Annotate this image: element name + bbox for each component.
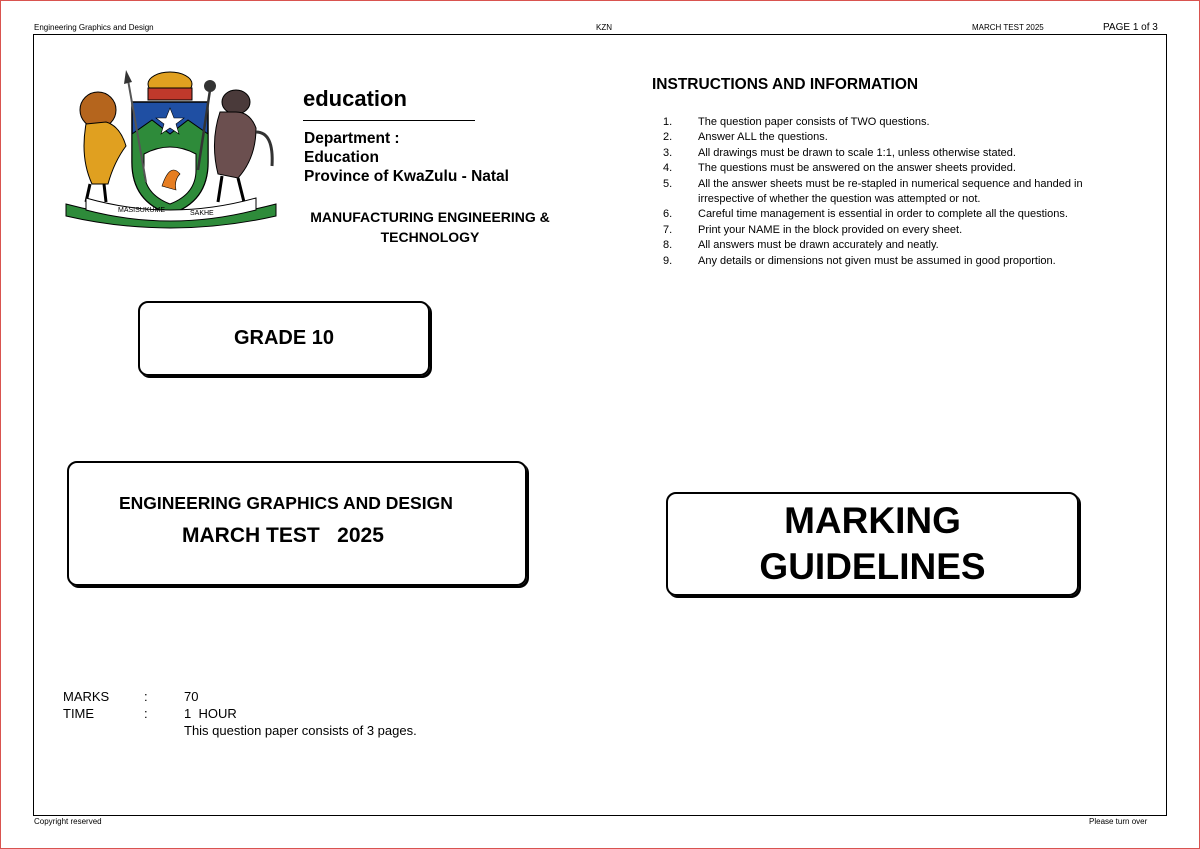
instruction-item: [663, 115, 1133, 130]
marking-guidelines-box: [666, 492, 1079, 596]
instruction-item: [663, 254, 1133, 269]
instruction-item: [663, 238, 1133, 253]
instruction-text: Print your NAME in the block provided on every sheet.: [698, 223, 963, 236]
page-count-note: This question paper consists of 3 pages.: [184, 723, 417, 738]
instruction-item: [663, 146, 1133, 161]
instruction-item: [663, 207, 1133, 222]
instruction-text: All the answer sheets must be re-stapled in numerical sequence and handed in irrespective of whether the question was attempted or not.: [698, 177, 1083, 206]
subject-heading: [280, 207, 580, 247]
instruction-number: 9.: [663, 254, 673, 267]
instructions-title: INSTRUCTIONS AND INFORMATION: [652, 76, 919, 93]
instruction-text: Any details or dimensions not given must be assumed in good proportion.: [698, 254, 1056, 267]
time-value: 1 HOUR: [184, 706, 237, 721]
subject-line-1: MANUFACTURING ENGINEERING &: [310, 209, 550, 225]
instruction-text: Careful time management is essential in order to complete all the questions.: [698, 208, 1068, 221]
marking-line-2: GUIDELINES: [759, 546, 986, 587]
time-label: TIME: [63, 706, 95, 721]
education-wordmark: education: [303, 86, 407, 111]
department-line-2: Education: [304, 149, 379, 166]
header-subject: Engineering Graphics and Design: [34, 23, 154, 32]
kzn-coat-of-arms-icon: [60, 62, 282, 232]
instruction-number: 4.: [663, 162, 673, 175]
header-page-number: PAGE 1 of 3: [1103, 22, 1158, 33]
motto-left: MASISUKUME: [118, 207, 166, 214]
footer-copyright: Copyright reserved: [34, 817, 102, 826]
instruction-text: All drawings must be drawn to scale 1:1, unless otherwise stated.: [698, 146, 1016, 159]
exam-title-subject: ENGINEERING GRAPHICS AND DESIGN: [119, 493, 453, 513]
instructions-list: [663, 115, 1133, 269]
instruction-number: 2.: [663, 131, 673, 144]
instruction-number: 8.: [663, 239, 673, 252]
marks-label: MARKS: [63, 689, 110, 704]
exam-title-test: MARCH TEST 2025: [182, 524, 384, 547]
instruction-text: The question paper consists of TWO questions.: [698, 116, 930, 128]
header-test: MARCH TEST 2025: [972, 23, 1044, 32]
instruction-item: [663, 223, 1133, 238]
marks-value: 70: [184, 689, 199, 704]
department-block: [304, 129, 509, 186]
instruction-item: [663, 161, 1133, 176]
coat-of-arms-graphic: [60, 62, 282, 232]
instruction-number: 7.: [663, 223, 673, 236]
marking-line-1: MARKING: [784, 500, 961, 541]
instruction-item: [663, 177, 1133, 208]
instruction-number: 3.: [663, 146, 673, 159]
grade-label: GRADE 10: [233, 327, 335, 349]
instruction-item: [663, 130, 1133, 145]
department-line-1: Department :: [304, 130, 400, 147]
department-line-3: Province of KwaZulu - Natal: [304, 168, 509, 185]
instruction-number: 5.: [663, 177, 673, 190]
footer-turn-over: Please turn over: [1089, 817, 1148, 826]
grade-box: [138, 301, 430, 376]
instruction-number: 6.: [663, 208, 673, 221]
instruction-text: All answers must be drawn accurately and neatly.: [698, 239, 939, 252]
marks-colon: :: [144, 689, 148, 704]
motto-right: SAKHE: [190, 210, 214, 217]
exam-title-box: [67, 461, 527, 586]
instruction-text: Answer ALL the questions.: [698, 131, 828, 144]
time-colon: :: [144, 706, 148, 721]
instruction-number: 1.: [663, 116, 673, 128]
header-province: KZN: [596, 23, 612, 32]
instruction-text: The questions must be answered on the answer sheets provided.: [698, 162, 1016, 175]
subject-line-2: TECHNOLOGY: [380, 229, 480, 245]
education-rule: [303, 120, 475, 121]
